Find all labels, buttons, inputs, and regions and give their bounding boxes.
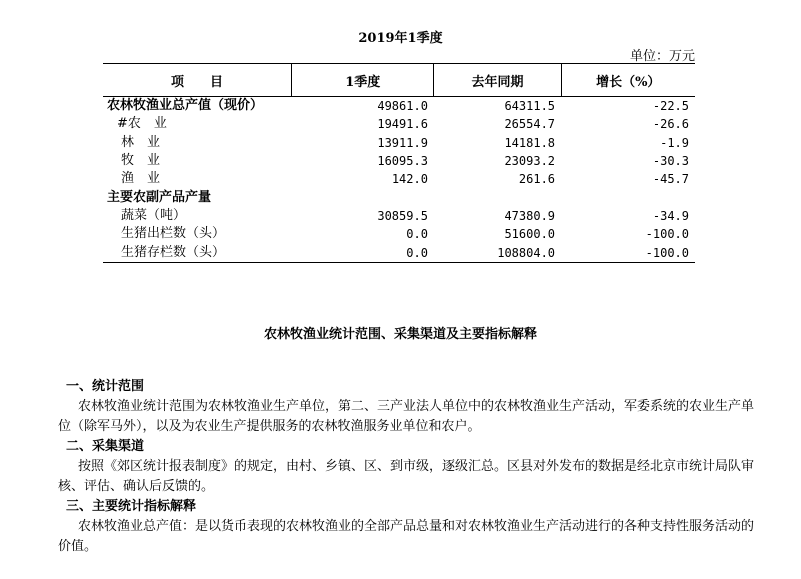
row-last-year-value: 261.6 xyxy=(518,172,556,187)
table-row xyxy=(103,170,695,188)
unit-label: 单位：万元 xyxy=(629,49,695,64)
paragraph-channel: 按照《郊区统计报表制度》的规定，由村、乡镇、区、到市级，逐级汇总。区县对外发布的数据是经北京市统计局队审核、评估、确认后反馈的。 xyxy=(58,459,755,494)
header-item: 项 目 xyxy=(103,64,292,97)
row-last-year-value: 26554.7 xyxy=(504,117,556,132)
row-growth-value: -30.3 xyxy=(652,154,689,169)
row-growth-value xyxy=(561,188,695,206)
row-label: 牧 业 xyxy=(121,153,161,169)
header-growth: 增长（%） xyxy=(561,64,695,97)
row-label: #农 业 xyxy=(117,116,167,132)
row-growth-value: -1.9 xyxy=(660,135,689,150)
row-q1-value: 0.0 xyxy=(292,243,434,262)
row-growth-value: -22.5 xyxy=(652,99,689,114)
table-header-row xyxy=(103,64,695,97)
row-label: 蔬菜（吨） xyxy=(121,207,187,223)
row-last-year-value: 14181.8 xyxy=(504,135,556,150)
heading-scope: 一、统计范围 xyxy=(66,379,145,394)
table-row xyxy=(103,207,695,225)
paragraph-scope: 农林牧渔业统计范围为农林牧渔业生产单位，第二、三产业法人单位中的农林牧渔业生产活动，军委系统的农业生产单位（除军马外），以及为农业生产提供服务的农林牧渔服务业单位和农户。 xyxy=(58,399,755,434)
page-title: 2019年1季度 xyxy=(358,31,443,46)
table-row xyxy=(103,152,695,170)
row-last-year-value: 64311.5 xyxy=(504,99,556,114)
section-title: 农林牧渔业统计范围、采集渠道及主要指标解释 xyxy=(263,327,537,342)
heading-indicators: 三、主要统计指标解释 xyxy=(66,499,197,514)
row-growth-value: -100.0 xyxy=(645,227,689,242)
row-label: 主要农副产品产量 xyxy=(107,189,212,205)
paragraph-indicators: 农林牧渔业总产值：是以货币表现的农林牧渔业的全部产品总量和对农林牧渔业生产活动进行的各种支持性服务活动的价值。 xyxy=(58,519,755,554)
table-row xyxy=(103,188,695,206)
row-q1-value: 30859.5 xyxy=(377,208,428,223)
row-q1-value: 13911.9 xyxy=(377,135,428,150)
table-row xyxy=(103,243,695,262)
statistics-table xyxy=(103,63,695,263)
header-last-year: 去年同期 xyxy=(434,64,561,97)
row-label: 渔 业 xyxy=(121,171,161,187)
row-growth-value: -34.9 xyxy=(652,208,689,223)
row-growth-value: -26.6 xyxy=(652,117,689,132)
table-row xyxy=(103,97,695,116)
table-row xyxy=(103,134,695,152)
row-q1-value xyxy=(292,188,434,206)
row-q1-value: 19491.6 xyxy=(377,117,428,132)
header-q1: 1季度 xyxy=(292,64,434,97)
row-q1-value: 49861.0 xyxy=(377,99,428,114)
row-last-year-value: 47380.9 xyxy=(504,208,556,223)
row-label: 生猪出栏数（头） xyxy=(121,226,226,242)
section-body xyxy=(58,377,758,557)
heading-channel: 二、采集渠道 xyxy=(66,439,145,454)
table-body xyxy=(103,97,695,263)
table-row xyxy=(103,225,695,243)
row-label: 林 业 xyxy=(121,134,161,150)
row-q1-value: 142.0 xyxy=(391,172,428,187)
row-last-year-value: 108804.0 xyxy=(434,243,561,262)
row-last-year-value: 51600.0 xyxy=(504,227,556,242)
row-growth-value: -45.7 xyxy=(652,172,689,187)
row-q1-value: 16095.3 xyxy=(377,154,428,169)
row-last-year-value xyxy=(434,188,561,206)
row-last-year-value: 23093.2 xyxy=(504,154,556,169)
row-label: 生猪存栏数（头） xyxy=(103,243,292,262)
table-row xyxy=(103,115,695,133)
row-label: 农林牧渔业总产值（现价） xyxy=(107,98,264,114)
row-q1-value: 0.0 xyxy=(406,227,428,242)
row-growth-value: -100.0 xyxy=(561,243,695,262)
